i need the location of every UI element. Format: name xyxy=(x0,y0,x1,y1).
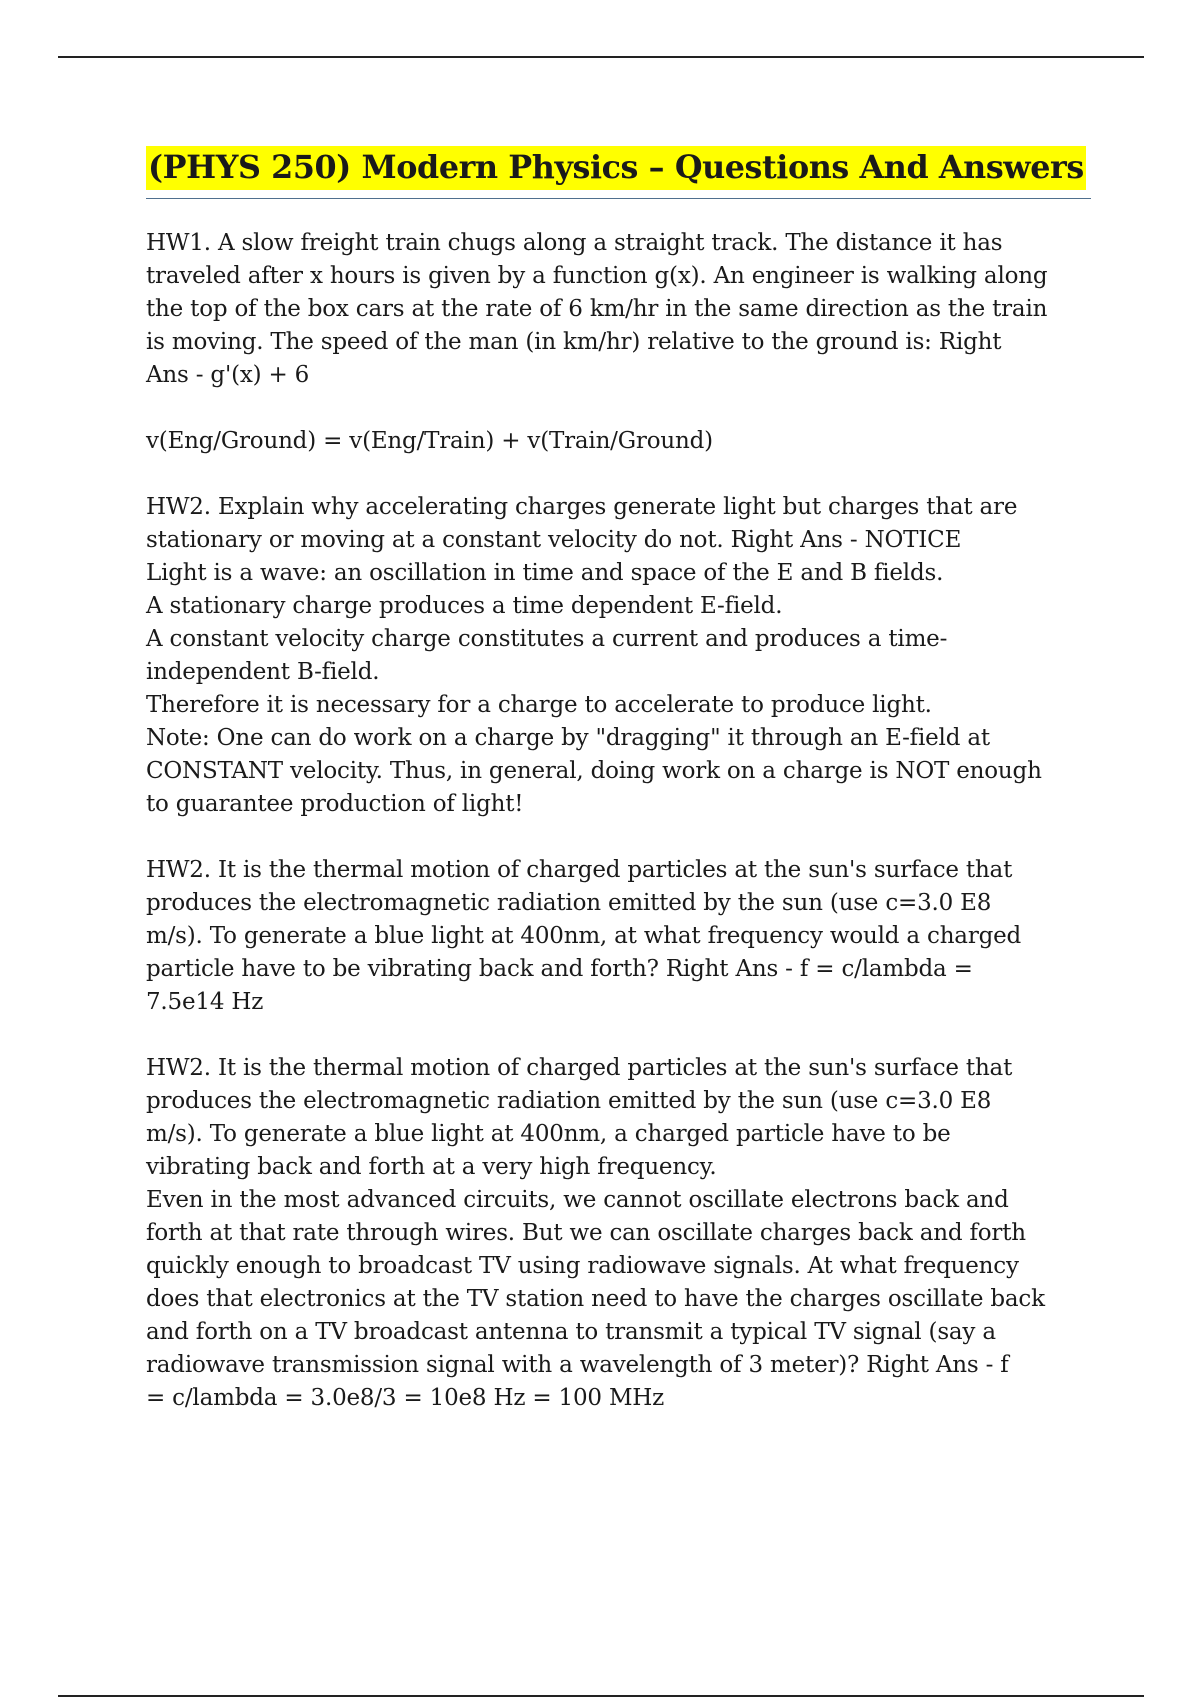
text-line: is moving. The speed of the man (in km/hr) relative to the ground is: Right xyxy=(146,329,1002,355)
text-line: HW2. Explain why accelerating charges generate light but charges that are xyxy=(146,494,1018,520)
text-line: stationary or moving at a constant velocity do not. Right Ans - NOTICE xyxy=(146,527,962,553)
text-line: quickly enough to broadcast TV using radiowave signals. At what frequency xyxy=(146,1253,1019,1279)
text-line: Note: One can do work on a charge by "dragging" it through an E-field at xyxy=(146,725,990,751)
text-line: Therefore it is necessary for a charge to accelerate to produce light. xyxy=(146,692,932,718)
text-line: the top of the box cars at the rate of 6 km/hr in the same direction as the train xyxy=(146,296,1048,322)
text-line: to guarantee production of light! xyxy=(146,791,524,817)
qa-paragraph xyxy=(146,425,1091,458)
document-title: (PHYS 250) Modern Physics – Questions And Answers xyxy=(146,146,1086,190)
text-line: A stationary charge produces a time dependent E-field. xyxy=(146,593,783,619)
text-line: = c/lambda = 3.0e8/3 = 10e8 Hz = 100 MHz xyxy=(146,1385,665,1411)
text-line: produces the electromagnetic radiation emitted by the sun (use c=3.0 E8 xyxy=(146,1088,992,1114)
title-block xyxy=(146,146,1091,199)
text-line: m/s). To generate a blue light at 400nm, a charged particle have to be xyxy=(146,1121,951,1147)
qa-paragraph xyxy=(146,227,1091,392)
text-line: traveled after x hours is given by a function g(x). An engineer is walking along xyxy=(146,263,1048,289)
document-body xyxy=(146,146,1091,1448)
text-line: vibrating back and forth at a very high frequency. xyxy=(146,1154,717,1180)
text-line: HW2. It is the thermal motion of charged particles at the sun's surface that xyxy=(146,857,1013,883)
text-line: radiowave transmission signal with a wavelength of 3 meter)? Right Ans - f xyxy=(146,1352,1009,1378)
text-line: independent B-field. xyxy=(146,659,380,685)
header-rule xyxy=(58,56,1144,58)
text-line: particle have to be vibrating back and forth? Right Ans - f = c/lambda = xyxy=(146,956,973,982)
qa-paragraph xyxy=(146,1052,1091,1415)
text-line: and forth on a TV broadcast antenna to transmit a typical TV signal (say a xyxy=(146,1319,996,1345)
qa-list xyxy=(146,227,1091,1415)
text-line: Light is a wave: an oscillation in time and space of the E and B fields. xyxy=(146,560,944,586)
text-line: Ans - g'(x) + 6 xyxy=(146,362,310,388)
text-line: A constant velocity charge constitutes a current and produces a time- xyxy=(146,626,948,652)
qa-paragraph xyxy=(146,854,1091,1019)
qa-paragraph xyxy=(146,491,1091,821)
text-line: m/s). To generate a blue light at 400nm, at what frequency would a charged xyxy=(146,923,1022,949)
text-line: v(Eng/Ground) = v(Eng/Train) + v(Train/Ground) xyxy=(146,428,713,454)
text-line: CONSTANT velocity. Thus, in general, doing work on a charge is NOT enough xyxy=(146,758,1042,784)
text-line: forth at that rate through wires. But we can oscillate charges back and forth xyxy=(146,1220,1026,1246)
text-line: 7.5e14 Hz xyxy=(146,989,264,1015)
text-line: does that electronics at the TV station need to have the charges oscillate back xyxy=(146,1286,1045,1312)
footer-rule xyxy=(58,1695,1144,1697)
text-line: Even in the most advanced circuits, we cannot oscillate electrons back and xyxy=(146,1187,1009,1213)
text-line: produces the electromagnetic radiation emitted by the sun (use c=3.0 E8 xyxy=(146,890,992,916)
text-line: HW1. A slow freight train chugs along a straight track. The distance it has xyxy=(146,230,1003,256)
text-line: HW2. It is the thermal motion of charged particles at the sun's surface that xyxy=(146,1055,1013,1081)
